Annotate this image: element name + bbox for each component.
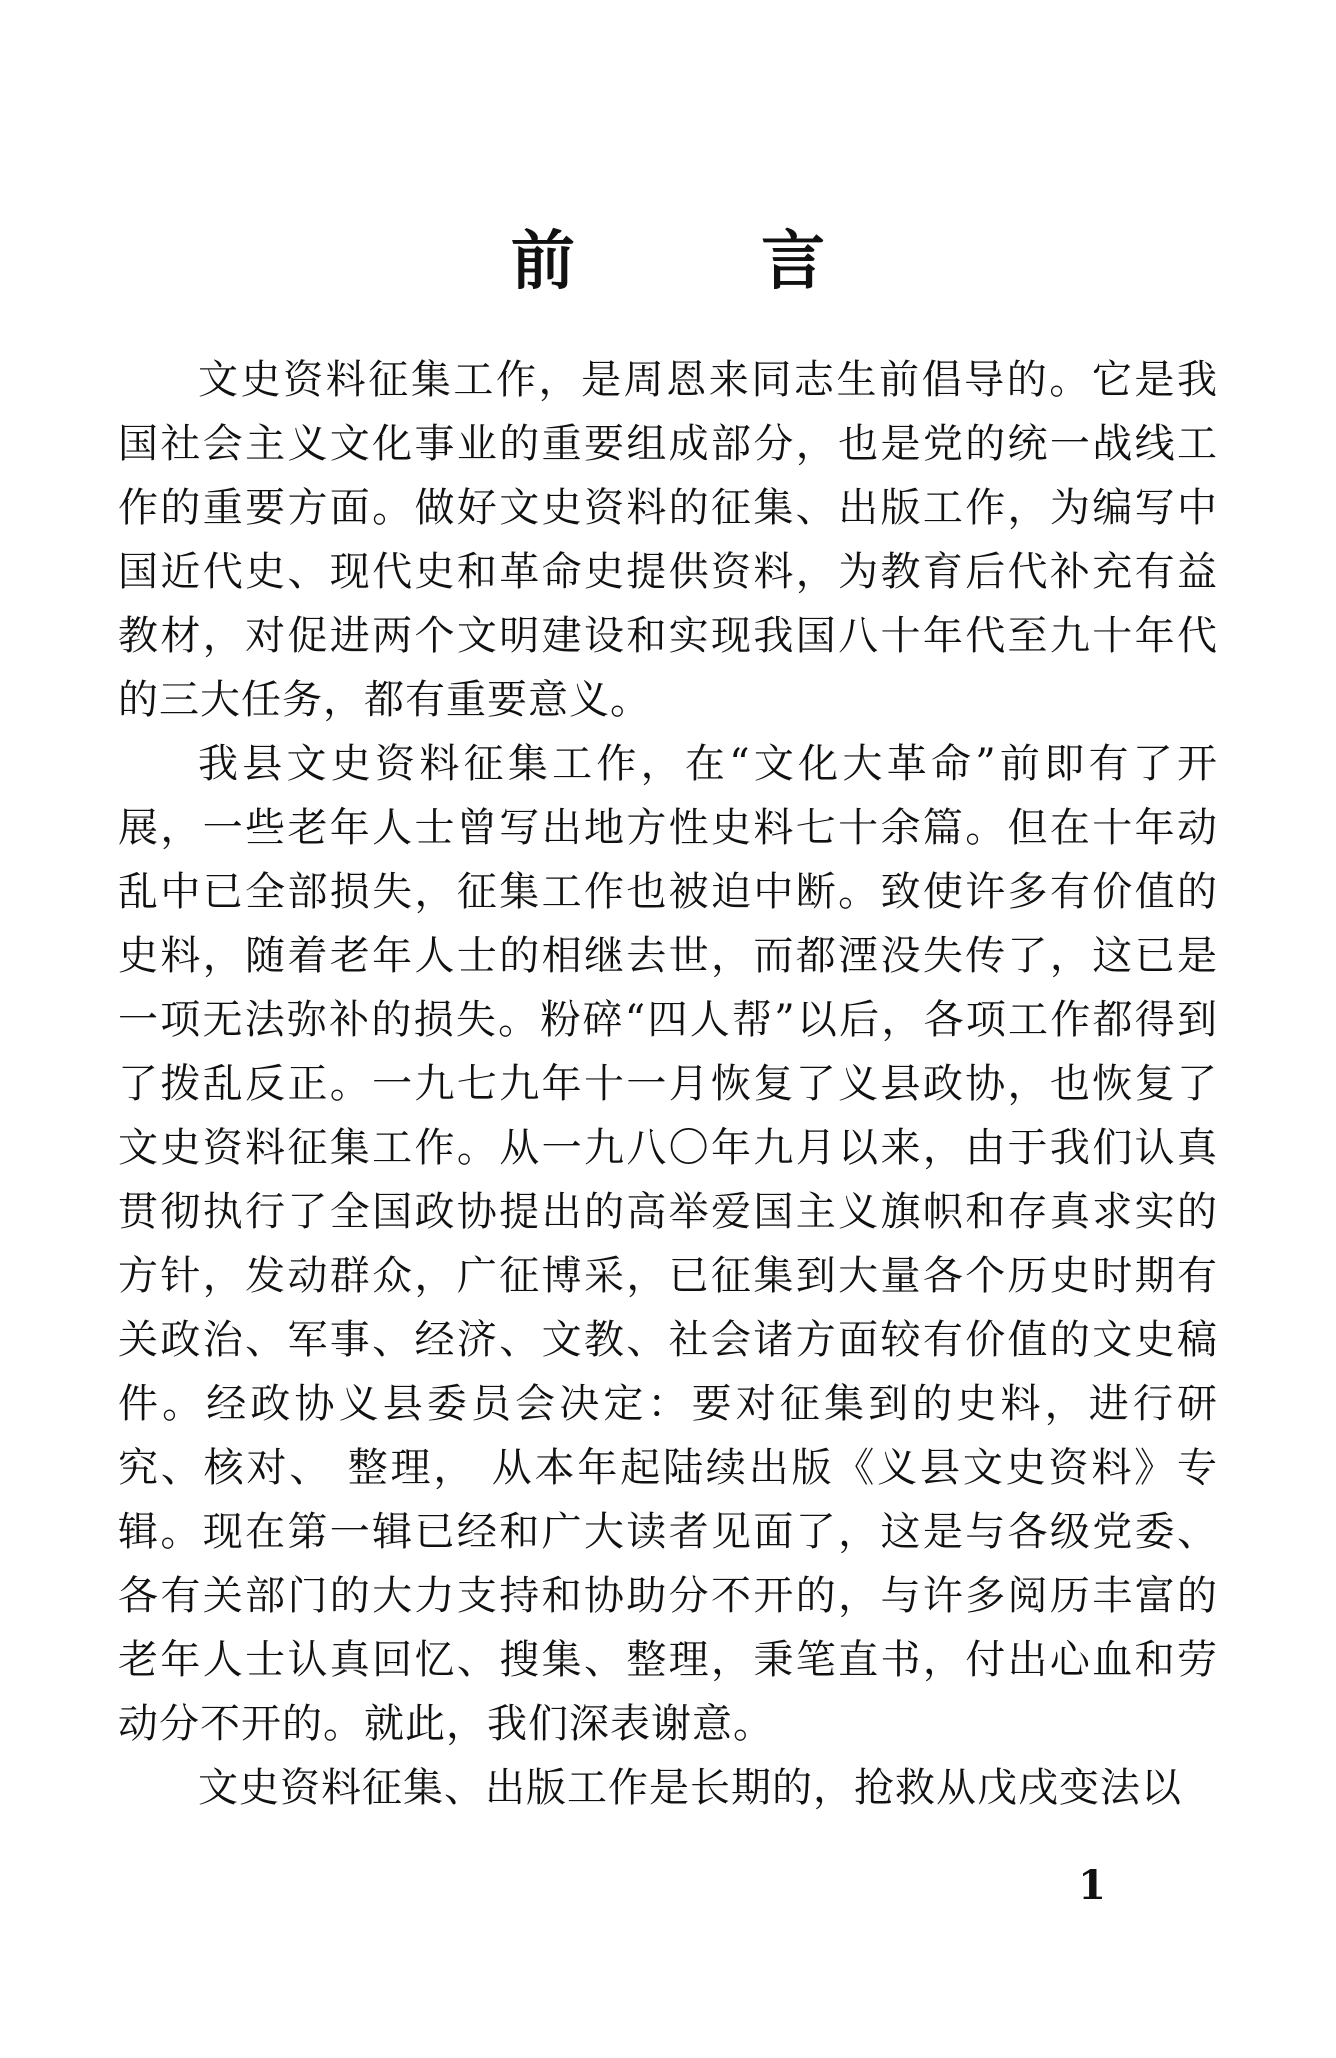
paragraph-3: 文史资料征集、出版工作是长期的，抢救从戊戌变法以 (198, 1765, 1182, 1811)
body-text (118, 348, 1218, 1820)
paragraph-1: 文史资料征集工作，是周恩来同志生前倡导的。它是我国社会主义文化事业的重要组成部分，也是党的统一战线工作的重要方面。做好文史资料的征集、出版工作，为编写中国近代史、现代史和革命史提供资料，为教育后代补充有益教材，对促进两个文明建设和实现我国八十年代至九十年代的三大任务，都有重要意义。 (118, 357, 1218, 723)
page-number: 1 (1078, 1862, 1106, 1909)
paragraph-2: 我县文史资料征集工作，在“文化大革命”前即有了开展，一些老年人士曾写出地方性史料七十余篇。但在十年动乱中已全部损失，征集工作也被迫中断。致使许多有价值的史料，随着老年人士的相继去世，而都湮没失传了，这已是一项无法弥补的损失。粉碎“四人帮”以后，各项工作都得到了拨乱反正。一九七九年十一月恢复了义县政协，也恢复了文史资料征集工作。从一九八〇年九月以来，由于我们认真贯彻执行了全国政协提出的高举爱国主义旗帜和存真求实的方针，发动群众，广征博采，已征集到大量各个历史时期有关政治、军事、经济、文教、社会诸方面较有价值的文史稿件。经政协义县委员会决定：要对征集到的史料，进行研究、核对、 整理， 从本年起陆续出版《义县文史资料》专辑。现在第一辑已经和广大读者见面了，这是与各级党委、各有关部门的大力支持和协助分不开的，与许多阅历丰富的老年人士认真回忆、搜集、整理，秉笔直书，付出心血和劳动分不开的。就此，我们深表谢意。 (118, 741, 1218, 1747)
page-title: 前 言 (510, 224, 908, 299)
